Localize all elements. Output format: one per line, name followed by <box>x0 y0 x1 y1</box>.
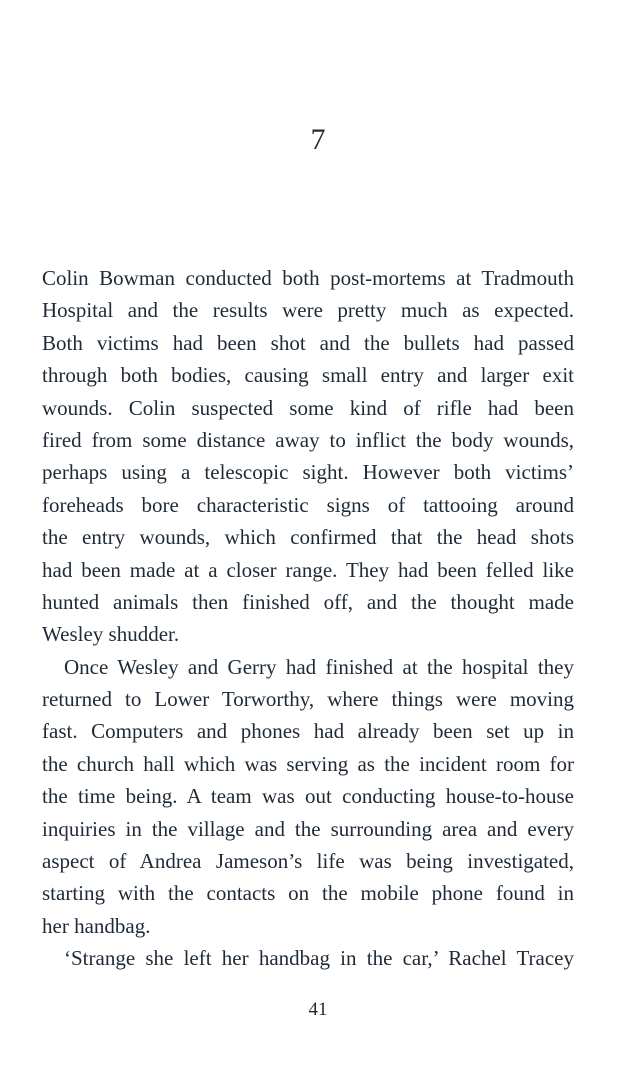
text-line: hunted animals then finished off, and the thought made <box>42 589 574 614</box>
text-line: the time being. A team was out conducting house-to-house <box>42 784 574 809</box>
text-line: perhaps using a telescopic sight. However both victims’ <box>42 460 574 485</box>
text-line: Colin Bowman conducted both post-mortems at Tradmouth <box>42 266 574 290</box>
chapter-number: 7 <box>310 123 326 156</box>
text-line: returned to Lower Torworthy, where things were moving <box>42 687 574 712</box>
text-line: Hospital and the results were pretty much as expected. <box>42 298 574 323</box>
text-line: Once Wesley and Gerry had finished at the hospital they <box>64 654 574 679</box>
body-text <box>42 262 574 975</box>
text-line: the entry wounds, which confirmed that the head shots <box>42 525 574 550</box>
text-line: ‘Strange she left her handbag in the car,’ Rachel Tracey <box>64 946 574 971</box>
text-line: through both bodies, causing small entry and larger exit <box>42 363 574 388</box>
text-line: foreheads bore characteristic signs of tattooing around <box>42 492 574 517</box>
text-line: aspect of Andrea Jameson’s life was being investigated, <box>42 849 574 874</box>
text-line: starting with the contacts on the mobile phone found in <box>42 881 574 906</box>
text-line: had been made at a closer range. They had been felled like <box>42 557 574 582</box>
text-line: the church hall which was serving as the incident room for <box>42 751 574 776</box>
text-line: inquiries in the village and the surrounding area and every <box>42 816 574 841</box>
page-number: 41 <box>308 999 328 1020</box>
text-line: fired from some distance away to inflict the body wounds, <box>42 427 574 452</box>
text-line: Both victims had been shot and the bullets had passed <box>42 330 574 355</box>
text-line: wounds. Colin suspected some kind of rifle had been <box>42 395 574 420</box>
text-line: Wesley shudder. <box>42 622 180 647</box>
text-line: her handbag. <box>42 913 151 938</box>
text-line: fast. Computers and phones had already been set up in <box>42 719 574 744</box>
